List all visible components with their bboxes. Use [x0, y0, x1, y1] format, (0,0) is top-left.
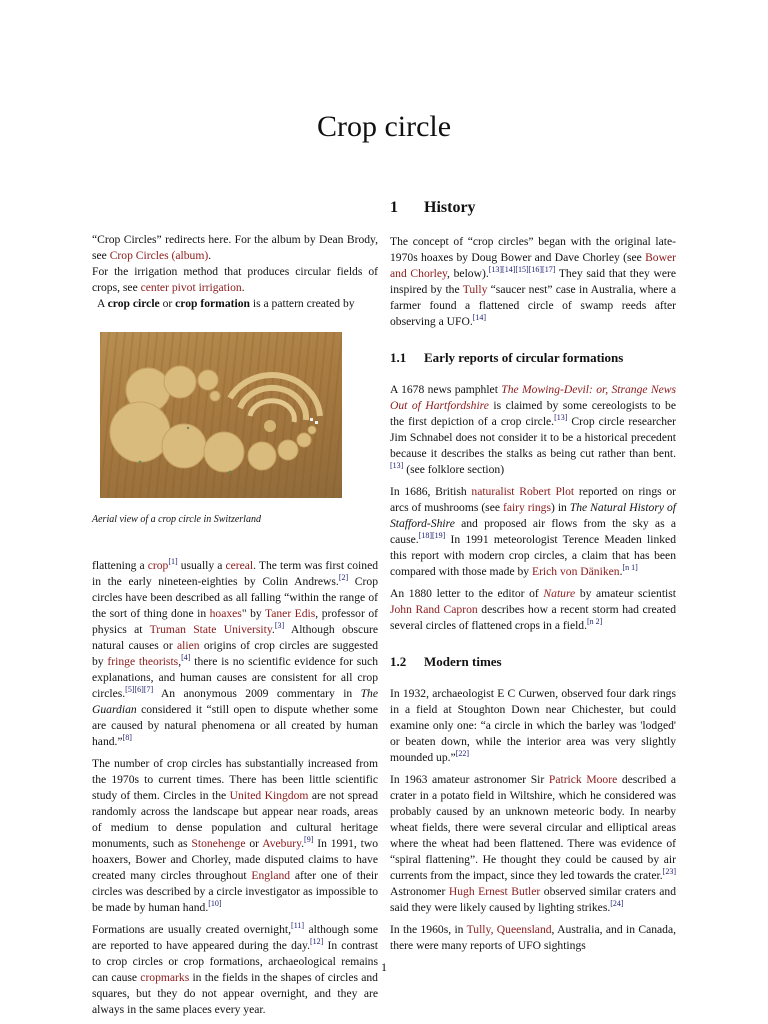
text: In 1991, two hoaxers, Bower and Chorley, made disputed claims to have created many circles throughout [92, 837, 378, 882]
text: is a pattern created by [249, 297, 355, 310]
paragraph-growth [92, 756, 378, 916]
text: there is no scientific evidence for such explanations, and human causes are consistent for all crop circles. [92, 655, 378, 700]
link-robert-plot[interactable]: naturalist Robert Plot [471, 485, 575, 498]
text: describes how a recent storm had created several circles of flattened crops in a field. [390, 603, 676, 632]
section-title: Early reports of circular formations [424, 350, 624, 365]
paragraph-history [390, 234, 676, 330]
link-cereal[interactable]: cereal [225, 559, 254, 572]
ref-13-17[interactable]: [13][14][15][16][17] [488, 265, 556, 275]
figure-caption: Aerial view of a crop circle in Switzerland [92, 514, 261, 525]
text: In 1991 meteorologist Terence Meaden linked this report with modern crop circles, a claim that has been compared with those made by [390, 533, 676, 578]
hatnote-text: “Crop Circles” redirects here. For the album by Dean Brody, see [92, 233, 378, 262]
ref-22[interactable]: [22] [455, 749, 470, 759]
link-patrick-moore[interactable]: Patrick Moore [548, 773, 618, 786]
section-title: History [424, 199, 476, 216]
link-john-rand-capron[interactable]: John Rand Capron [390, 603, 478, 616]
page-title: Crop circle [316, 110, 452, 143]
page-number: 1 [381, 960, 387, 974]
text: . [301, 837, 305, 850]
link-crop-circles-album[interactable]: Crop Circles (album) [109, 249, 209, 262]
ref-1[interactable]: [1] [168, 557, 178, 567]
text: , Australia, and in Canada, there were many reports of UFO sightings [390, 923, 676, 952]
link-stonehenge[interactable]: Stonehenge [191, 837, 246, 850]
text: In contrast to crop circles or crop formations, archaeological remains can cause [92, 939, 378, 984]
ref-2[interactable]: [2] [338, 573, 349, 583]
text: reported on rings or arcs of mushrooms (see [390, 485, 676, 514]
link-center-pivot-irrigation[interactable]: center pivot irrigation [140, 281, 242, 294]
text: usually a [177, 559, 226, 572]
ref-10[interactable]: [10] [208, 899, 222, 909]
hatnote-irrigation [92, 264, 378, 296]
link-cropmarks[interactable]: cropmarks [140, 971, 190, 984]
ref-14[interactable]: [14] [472, 313, 487, 323]
text: A [97, 297, 108, 310]
section-title: Modern times [424, 654, 502, 669]
ref-4[interactable]: [4] [181, 653, 191, 663]
note-n2[interactable]: [n 2] [587, 617, 603, 627]
link-truman-state[interactable]: Truman State University [149, 623, 272, 636]
link-alien[interactable]: alien [177, 639, 200, 652]
text: or [159, 297, 176, 310]
text: An anonymous 2009 commentary in [153, 687, 361, 700]
text: " by [241, 607, 265, 620]
text: Astronomer [390, 885, 449, 898]
paragraph-mowing-devil [390, 382, 676, 478]
paragraph-1960s [390, 922, 676, 954]
link-mowing-devil[interactable]: The Mowing-Devil: or, Strange News Out of Hartfordshire [390, 383, 676, 412]
paragraph-patrick-moore [390, 772, 676, 916]
text: are not spread randomly across the landscape but appear near roads, areas of medium to dense population and cultural heritage monuments, such as [92, 789, 378, 850]
text: . [619, 565, 623, 578]
text: or [245, 837, 263, 850]
ref-13b[interactable]: [13] [390, 461, 404, 471]
ref-5-7[interactable]: [5][6][7] [125, 685, 154, 695]
text: In the 1960s, in [390, 923, 467, 936]
text: by amateur scientist [575, 587, 676, 600]
text: The number of crop circles has substantially increased from the 1970s to current times. There has been little scientific study of them. Circles in the [92, 757, 378, 802]
paragraph-robert-plot [390, 484, 676, 580]
text: is claimed by some cereologists to be the first depiction of a crop circle. [390, 399, 676, 428]
crop-circle-illustration [100, 332, 342, 498]
link-hugh-ernest-butler[interactable]: Hugh Ernest Butler [448, 885, 541, 898]
section-heading-history [390, 200, 676, 216]
hatnote-album [92, 232, 378, 264]
text: Crop circle researcher Jim Schnabel does not consider it to be a historical precedent because it describes the stalks as being cut rather than bent. [390, 415, 676, 460]
subsection-heading-modern-times [390, 654, 676, 670]
right-column [390, 200, 676, 960]
text: after one of their circles was described by a circle investigator as impossible to be made by human hand. [92, 869, 378, 914]
text: In 1963 amateur astronomer Sir [390, 773, 549, 786]
hatnote-text: . [208, 249, 212, 262]
intro-sentence [97, 296, 378, 312]
link-hoaxes[interactable]: hoaxes [209, 607, 242, 620]
ref-11[interactable]: [11] [291, 921, 305, 931]
text: flattening a [92, 559, 148, 572]
section-number: 1.2 [390, 654, 407, 669]
text: origins of crop circles are suggested by [92, 639, 378, 668]
text: . The term was first coined in the early nineteen-eighties by Colin Andrews. [92, 559, 379, 588]
text: An 1880 letter to the editor of [390, 587, 544, 600]
link-tully[interactable]: Tully [462, 283, 488, 296]
hatnote-text: For the irrigation method that produces circular fields of crops, see [92, 265, 378, 294]
text: “saucer nest” case in Australia, where a farmer found a flattened circle of swamp reeds after observing a UFO. [390, 283, 676, 328]
ref-8[interactable]: [8] [122, 733, 132, 743]
subsection-heading-early-reports [390, 350, 676, 366]
link-erich-von-daniken[interactable]: Erich von Däniken [531, 565, 620, 578]
link-avebury[interactable]: Avebury [262, 837, 302, 850]
ref-3[interactable]: [3] [274, 621, 285, 631]
text: In 1932, archaeologist E C Curwen, observed four dark rings in a field at Stoughton Down near Chichester, but could examine only one: “a circle in which the barley was 'lodged' or beaten down, while the interior area was very slightly mounded up.” [390, 687, 676, 764]
text: observed similar craters and said they were likely caused by lighting strikes. [390, 885, 676, 914]
work-the-guardian: The Guardian [92, 687, 378, 716]
crop-circle-aerial-photo [100, 332, 342, 498]
text: Crop circles have been described as all falling “within the range of the sort of thing done in [92, 575, 378, 620]
link-taner-edis[interactable]: Taner Edis [264, 607, 316, 620]
text: A 1678 news pamphlet [390, 383, 502, 396]
note-n1[interactable]: [n 1] [622, 563, 638, 573]
text: considered it “still open to dispute whether some are caused by natural phenomena or all created by human hand.” [92, 703, 378, 748]
section-number: 1.1 [390, 350, 407, 365]
text: (see folklore section) [403, 463, 505, 476]
ref-13[interactable]: [13] [554, 413, 568, 423]
text: Although obscure natural causes or [92, 623, 378, 652]
text: in the fields in the shapes of circles and squares, but they do not appear overnight, and they are always in the same places every year. [92, 971, 378, 1016]
text: , [178, 655, 182, 668]
ref-12[interactable]: [12] [309, 937, 324, 947]
paragraph-curwen [390, 686, 676, 766]
text: . [271, 623, 275, 636]
link-fairy-rings[interactable]: fairy rings [502, 501, 551, 514]
text: They said that they were inspired by the [390, 267, 676, 296]
lead-paragraph [92, 558, 378, 750]
work-natural-history: The Natural History of Stafford-Shire [390, 501, 676, 530]
ref-24[interactable]: [24] [610, 899, 624, 909]
text: , below). [447, 267, 489, 280]
section-number: 1 [390, 199, 398, 216]
text: The concept of “crop circles” began with the original late-1970s hoaxes by Doug Bower and Dave Chorley (see [390, 235, 676, 264]
text: although some are reported to have appeared during the day. [92, 923, 378, 952]
text: ) in [551, 501, 570, 514]
link-bower-and-chorley[interactable]: Bower and Chorley [390, 251, 676, 280]
link-fringe-theorists[interactable]: fringe theorists [107, 655, 179, 668]
paragraph-capron [390, 586, 676, 634]
ref-9[interactable]: [9] [304, 835, 314, 845]
hatnote-text: . [241, 281, 245, 294]
text: Formations are usually created overnight, [92, 923, 292, 936]
link-united-kingdom[interactable]: United Kingdom [229, 789, 309, 802]
term-crop-formation: crop formation [175, 297, 250, 310]
text: In 1686, British [390, 485, 472, 498]
ref-23[interactable]: [23] [662, 867, 676, 877]
link-crop[interactable]: crop [147, 559, 169, 572]
link-nature[interactable]: Nature [543, 587, 576, 600]
text: , professor of physics at [92, 607, 378, 636]
text: described a crater in a potato field in Wiltshire, which he considered was probably caused by an unknown meteoric body. In nearby wheat fields, there were several circular and elliptical areas where the wheat had been flattened. There was evidence of “spiral flattening”. He thought they could be caused by air currents from the impact, since they led towards the crater. [390, 773, 677, 882]
link-england[interactable]: England [251, 869, 291, 882]
left-column [92, 232, 378, 1024]
term-crop-circle: crop circle [107, 297, 160, 310]
link-tully-queensland[interactable]: Tully, Queensland [466, 923, 552, 936]
text: and proposed air flows from the sky as a cause. [390, 517, 676, 546]
ref-18-19[interactable]: [18][19] [418, 531, 446, 541]
